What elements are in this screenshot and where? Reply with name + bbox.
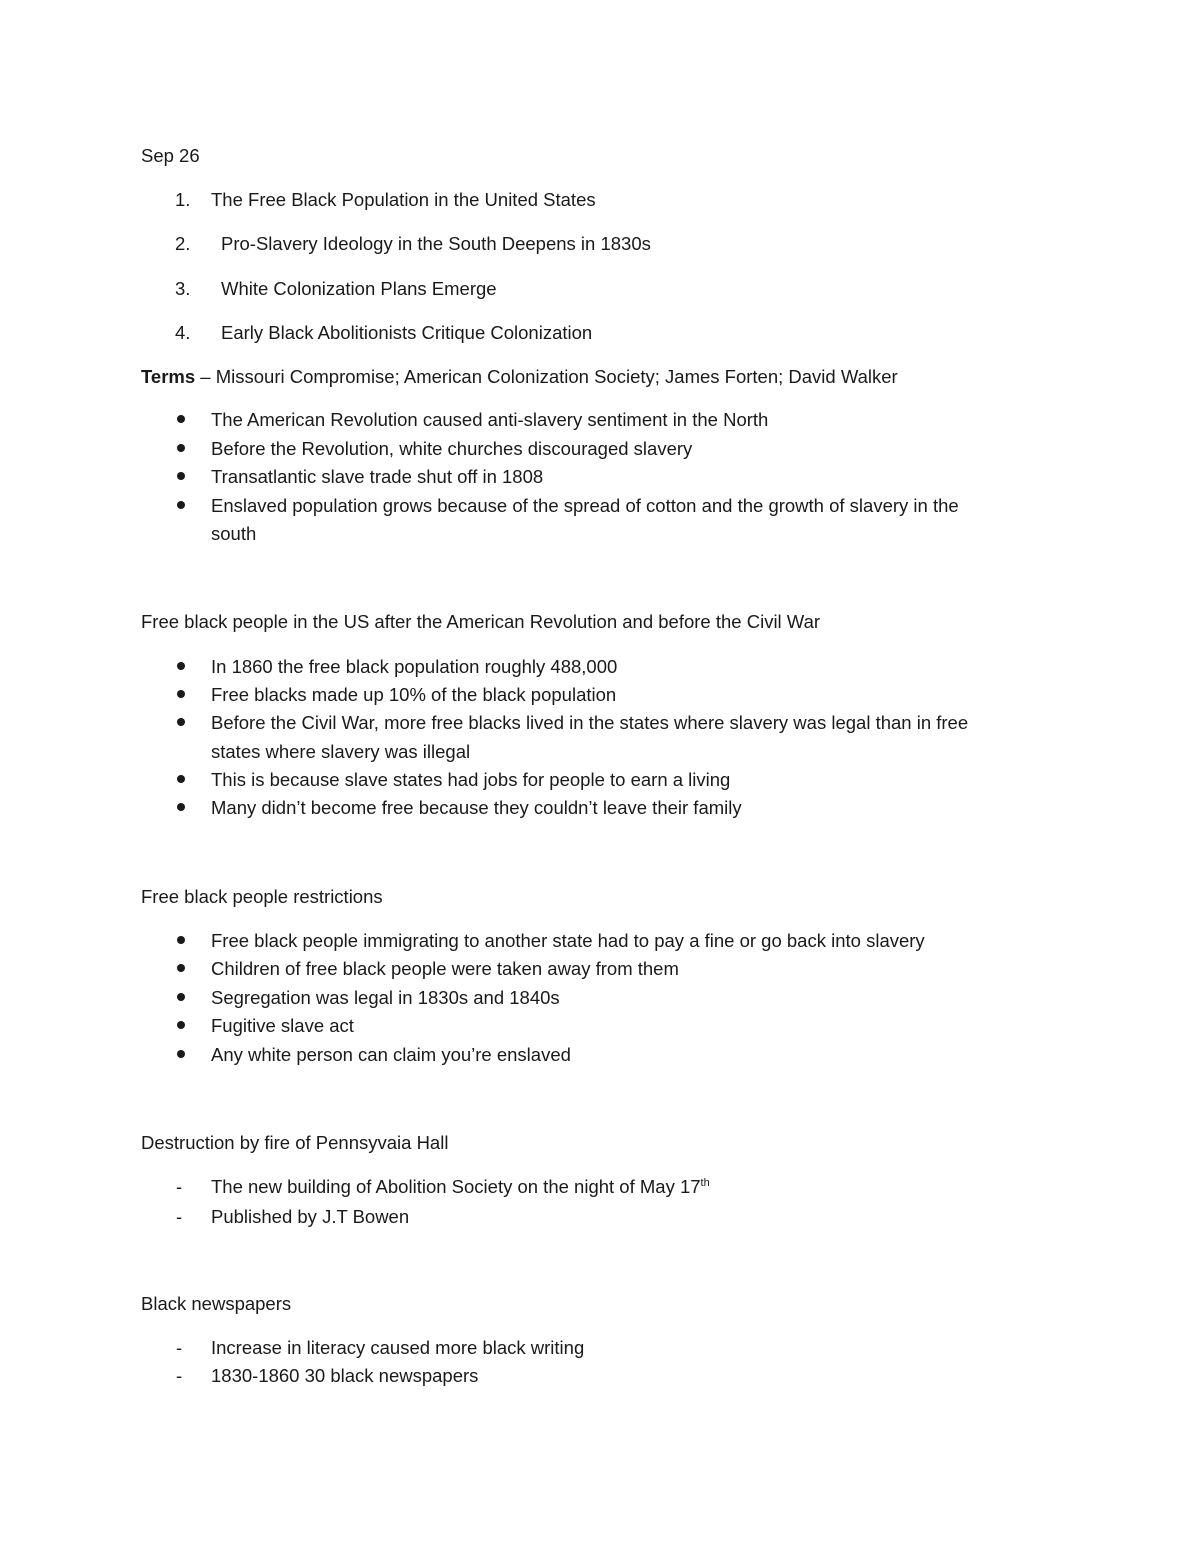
list-item: Before the Civil War, more free blacks lived in the states where slavery was legal than in free xyxy=(211,712,969,733)
agenda-item xyxy=(175,277,190,301)
bullet-icon xyxy=(177,993,185,1001)
bullet-icon xyxy=(177,662,185,670)
list-item: Children of free black people were taken away from them xyxy=(211,958,679,979)
section-heading: Free black people restrictions xyxy=(141,886,383,907)
agenda-item xyxy=(175,232,190,256)
bullet-icon xyxy=(177,444,185,452)
list-item-text: The new building of Abolition Society on the night of May 17 xyxy=(211,1176,701,1197)
dash-marker: - xyxy=(176,1337,183,1358)
section-heading: Destruction by fire of Pennsyvaia Hall xyxy=(141,1132,449,1153)
list-item: Segregation was legal in 1830s and 1840s xyxy=(211,987,560,1008)
list-item: 1830-1860 30 black newspapers xyxy=(211,1365,479,1386)
bullet-icon xyxy=(177,936,185,944)
list-item: Any white person can claim you’re enslaved xyxy=(211,1044,571,1065)
agenda-item xyxy=(175,321,190,345)
dash-marker: - xyxy=(176,1176,183,1197)
list-item: Enslaved population grows because of the spread of cotton and the growth of slavery in the xyxy=(211,495,959,516)
list-item: Transatlantic slave trade shut off in 1808 xyxy=(211,466,544,487)
list-item: In 1860 the free black population roughly 488,000 xyxy=(211,656,618,677)
terms-label: Terms xyxy=(141,366,196,387)
list-item-continuation: states where slavery was illegal xyxy=(211,741,471,762)
terms-line xyxy=(141,365,898,389)
list-item: The American Revolution caused anti-slavery sentiment in the North xyxy=(211,409,769,430)
bullet-icon xyxy=(177,501,185,509)
agenda-item-text: Early Black Abolitionists Critique Colonization xyxy=(221,322,593,343)
agenda-number: 4. xyxy=(175,322,191,343)
agenda-number: 2. xyxy=(175,233,191,254)
bullet-icon xyxy=(177,1050,185,1058)
agenda-item-text: Pro-Slavery Ideology in the South Deepens in 1830s xyxy=(221,233,651,254)
bullet-icon xyxy=(177,472,185,480)
superscript: th xyxy=(700,1176,710,1189)
bullet-icon xyxy=(177,718,185,726)
list-item: Fugitive slave act xyxy=(211,1015,354,1036)
dash-marker: - xyxy=(176,1365,183,1386)
date-heading: Sep 26 xyxy=(141,145,200,166)
bullet-icon xyxy=(177,1021,185,1029)
bullet-icon xyxy=(177,803,185,811)
list-item: Free black people immigrating to another state had to pay a fine or go back into slavery xyxy=(211,930,925,951)
terms-text: – Missouri Compromise; American Colonization Society; James Forten; David Walker xyxy=(195,366,898,387)
list-item-continuation: south xyxy=(211,523,257,544)
agenda-item xyxy=(175,188,190,212)
bullet-icon xyxy=(177,690,185,698)
agenda-item-text: The Free Black Population in the United States xyxy=(211,189,596,210)
list-item: Published by J.T Bowen xyxy=(211,1206,410,1227)
bullet-icon xyxy=(177,775,185,783)
section-heading: Free black people in the US after the American Revolution and before the Civil War xyxy=(141,611,821,632)
agenda-number: 1. xyxy=(175,189,191,210)
list-item: Many didn’t become free because they couldn’t leave their family xyxy=(211,797,742,818)
list-item: Increase in literacy caused more black writing xyxy=(211,1337,585,1358)
list-item: Free blacks made up 10% of the black population xyxy=(211,684,617,705)
agenda-number: 3. xyxy=(175,278,191,299)
list-item: This is because slave states had jobs for people to earn a living xyxy=(211,769,731,790)
bullet-icon xyxy=(177,964,185,972)
list-item: Before the Revolution, white churches discouraged slavery xyxy=(211,438,693,459)
list-item xyxy=(211,1175,710,1199)
section-heading: Black newspapers xyxy=(141,1293,292,1314)
bullet-icon xyxy=(177,415,185,423)
dash-marker: - xyxy=(176,1206,183,1227)
agenda-item-text: White Colonization Plans Emerge xyxy=(221,278,497,299)
